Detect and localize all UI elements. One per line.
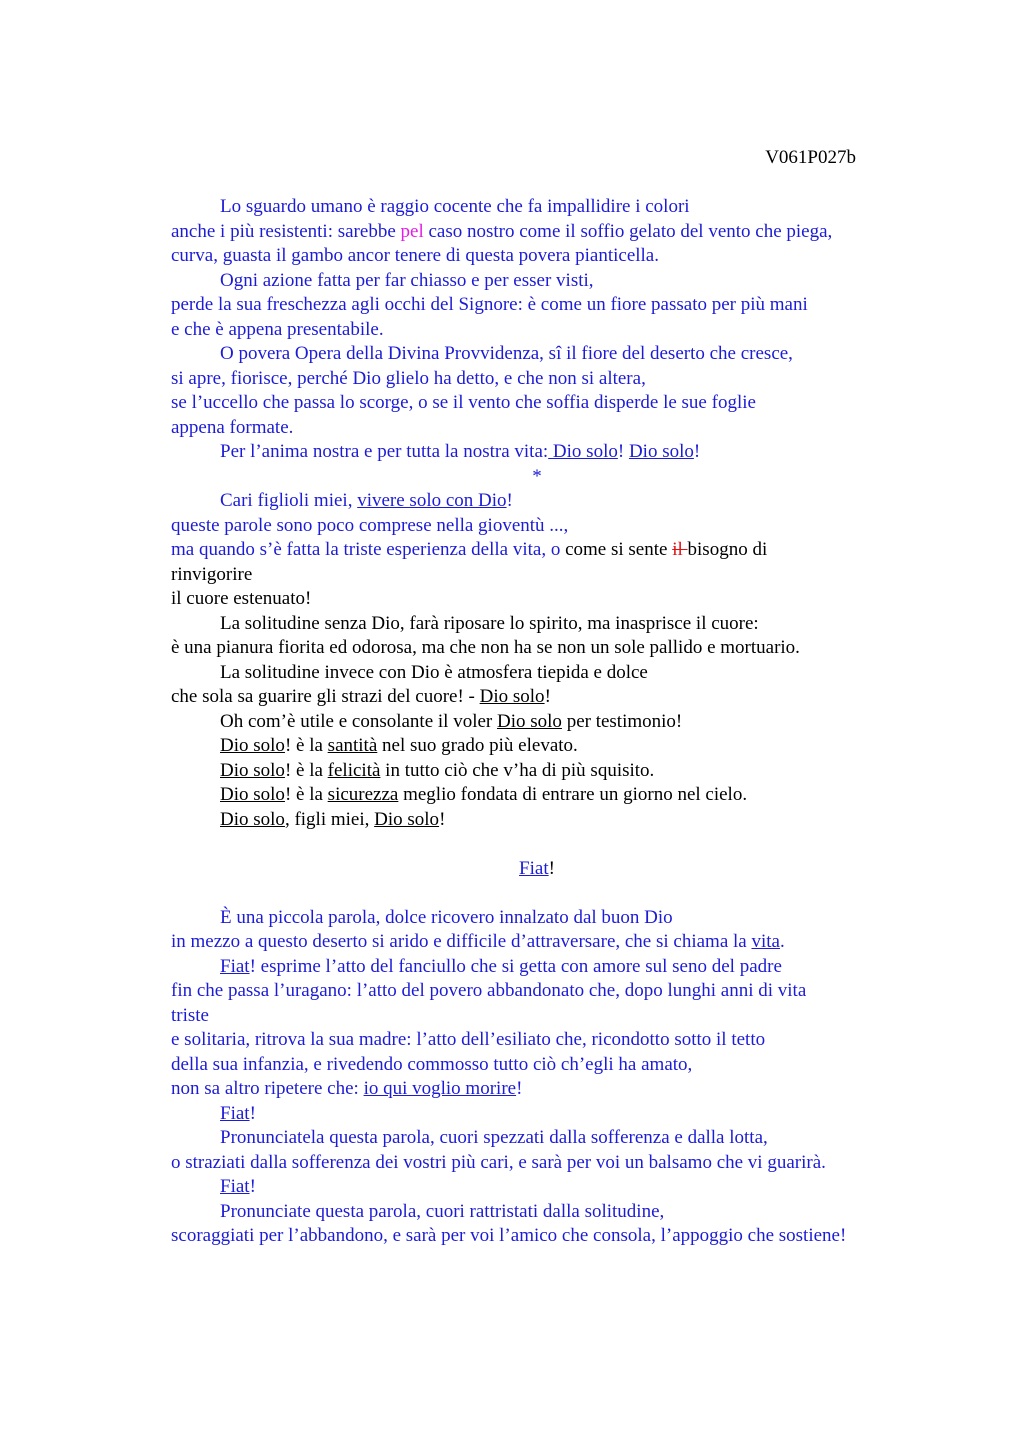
fiat-underlined: Fiat [220,1176,250,1197]
fiat2-b: ! [249,1102,256,1124]
p8-l1a: Oh com’è utile e consolante il voler [220,710,497,732]
p8-line-2 [171,734,931,759]
dio-solo-underlined: Dio solo [220,735,285,756]
dio-solo-underlined: Dio solo [548,441,618,462]
p8-l3d: in tutto ciò che v’ha di più squisito. [380,759,655,781]
p11-line-1: Pronunciatela questa parola, cuori spezzati dalla sofferenza e dalla lotta, [220,1127,768,1148]
dio-solo-underlined: Dio solo [479,686,545,707]
p1-line-2 [171,220,931,245]
p3-line-3: se l’uccello che passa lo scorge, o se il vento che soffia disperde le sue foglie [171,392,756,413]
santita-underlined: santità [327,735,378,756]
p5-l3b: come si sente [560,539,673,560]
p6-line-1: La solitudine senza Dio, farà riposare lo spirito, ma inasprisce il cuore: [220,612,759,634]
p8-line-3 [171,759,931,784]
p8-l1c: per testimonio! [561,710,683,732]
p3-line-4: appena formate. [171,416,294,438]
p5-l3d: bisogno di [687,539,768,560]
p8-l4d: meglio fondata di entrare un giorno nel cielo. [398,784,748,805]
sicurezza-underlined: sicurezza [327,784,399,805]
p7-line-2 [171,685,931,710]
p7-line-1: La solitudine invece con Dio è atmosfera tiepida e dolce [220,661,648,683]
p10-l1b: ! esprime l’atto del fanciullo che si getta con amore sul seno del padre [249,955,782,977]
p10-line-5: della sua infanzia, e rivedendo commosso tutto ciò ch’egli ha amato, [171,1053,693,1075]
p3-line-2: si apre, fiorisce, perché Dio glielo ha detto, e che non si altera, [171,367,646,389]
p8-l2d: nel suo grado più elevato. [377,735,578,756]
io-qui-underlined: io qui voglio morire [363,1078,517,1099]
p2-line-1: Ogni azione fatta per far chiasso e per esser visti, [220,269,594,291]
document-body [171,195,931,1249]
p4-a: Per l’anima nostra e per tutta la nostra vita: [220,441,549,462]
asterisk-separator: * [532,465,542,487]
strikethrough-word: il [672,539,688,560]
p9-line-1: È una piccola parola, dolce ricovero innalzato dal buon Dio [220,906,673,928]
p9-line-2 [171,930,931,955]
magenta-word: pel [400,220,424,242]
p8-l5b: , figli miei, [284,808,375,830]
fiat-underlined: Fiat [220,955,250,977]
fiat3-b: ! [249,1176,256,1197]
p8-line-4 [171,783,931,808]
p4-c: ! [617,441,629,462]
p10-l6c: ! [516,1078,523,1099]
vita-underlined: vita [751,931,780,952]
p10-line-3: triste [171,1004,209,1026]
p8-line-5 [171,808,931,833]
spacer [171,881,931,906]
dio-solo-underlined: Dio solo [497,710,562,732]
p5-line-1 [171,489,931,514]
p5-line-5: il cuore estenuato! [171,588,312,609]
p4-e: ! [693,441,701,462]
fiat-line-3 [171,1175,931,1200]
p6-line-2: è una pianura fiorita ed odorosa, ma che non ha se non un sole pallido e mortuario. [171,637,800,658]
p9-l2a: in mezzo a questo deserto si arido e difficile d’attraversare, che si chiama la [171,931,752,952]
p10-line-4: e solitaria, ritrova la sua madre: l’atto dell’esiliato che, ricondotto sotto il tetto [171,1029,766,1050]
fiat-title-underlined: Fiat [519,857,549,879]
p5-l3a: ma quando s’è fatta la triste esperienza della vita, o [171,539,561,560]
p5-l1a: Cari figlioli miei, [220,490,358,511]
p3-line-1: O povera Opera della Divina Provvidenza, sî il fiore del deserto che cresce, [220,343,793,364]
p9-l2c: . [779,931,785,952]
p11-line-2: o straziati dalla sofferenza dei vostri più cari, e sarà per voi un balsamo che vi guarirà. [171,1151,826,1173]
p8-line-1 [171,710,931,735]
document-id: V061P027b [765,147,856,168]
title-exclamation: ! [548,857,555,879]
p12-line-2: scoraggiati per l’abbandono, e sarà per voi l’amico che consola, l’appoggio che sostiene! [171,1225,847,1246]
dio-solo-underlined: Dio solo [628,441,694,462]
p7-l2c: ! [544,686,551,707]
p5-line-4: rinvigorire [171,563,253,585]
p10-line-1 [171,955,931,980]
p12-line-1: Pronunciate questa parola, cuori rattristati dalla solitudine, [220,1200,665,1222]
p8-l5d: ! [439,808,446,830]
p1-line-1: Lo sguardo umano è raggio cocente che fa impallidire i colori [220,196,690,217]
p2-line-2: perde la sua freschezza agli occhi del Signore: è come un fiore passato per più mani [171,294,808,315]
fiat-line-2 [171,1102,931,1127]
section-title [171,857,903,882]
felicita-underlined: felicità [327,759,381,781]
p1-line-2a: anche i più resistenti: sarebbe [171,220,401,242]
p7-l2a: che sola sa guarire gli strazi del cuore! - [171,686,480,707]
vivere-solo-underlined: vivere solo con Dio [357,490,507,511]
p10-l6a: non sa altro ripetere che: [171,1078,364,1099]
p8-l4b: ! è la [284,784,328,805]
dio-solo-underlined: Dio solo [220,759,285,781]
p5-l1c: ! [506,490,513,511]
p10-line-6 [171,1077,931,1102]
fiat-underlined: Fiat [220,1102,250,1124]
dio-solo-underlined: Dio solo [374,808,440,830]
p1-line-3: curva, guasta il gambo ancor tenere di questa povera pianticella. [171,245,659,266]
p8-l3b: ! è la [284,759,328,781]
dio-solo-underlined: Dio solo [220,808,285,830]
dio-solo-underlined: Dio solo [220,784,285,805]
p5-line-2: queste parole sono poco comprese nella gioventù ..., [171,514,569,536]
p1-line-2c: caso nostro come il soffio gelato del vento che piega, [423,220,833,242]
p2-line-3: e che è appena presentabile. [171,318,384,340]
p10-line-2: fin che passa l’uragano: l’atto del povero abbandonato che, dopo lunghi anni di vita [171,980,807,1001]
p4-line-1 [171,440,931,465]
p5-line-3 [171,538,931,563]
p8-l2b: ! è la [284,735,328,756]
spacer [171,832,931,857]
